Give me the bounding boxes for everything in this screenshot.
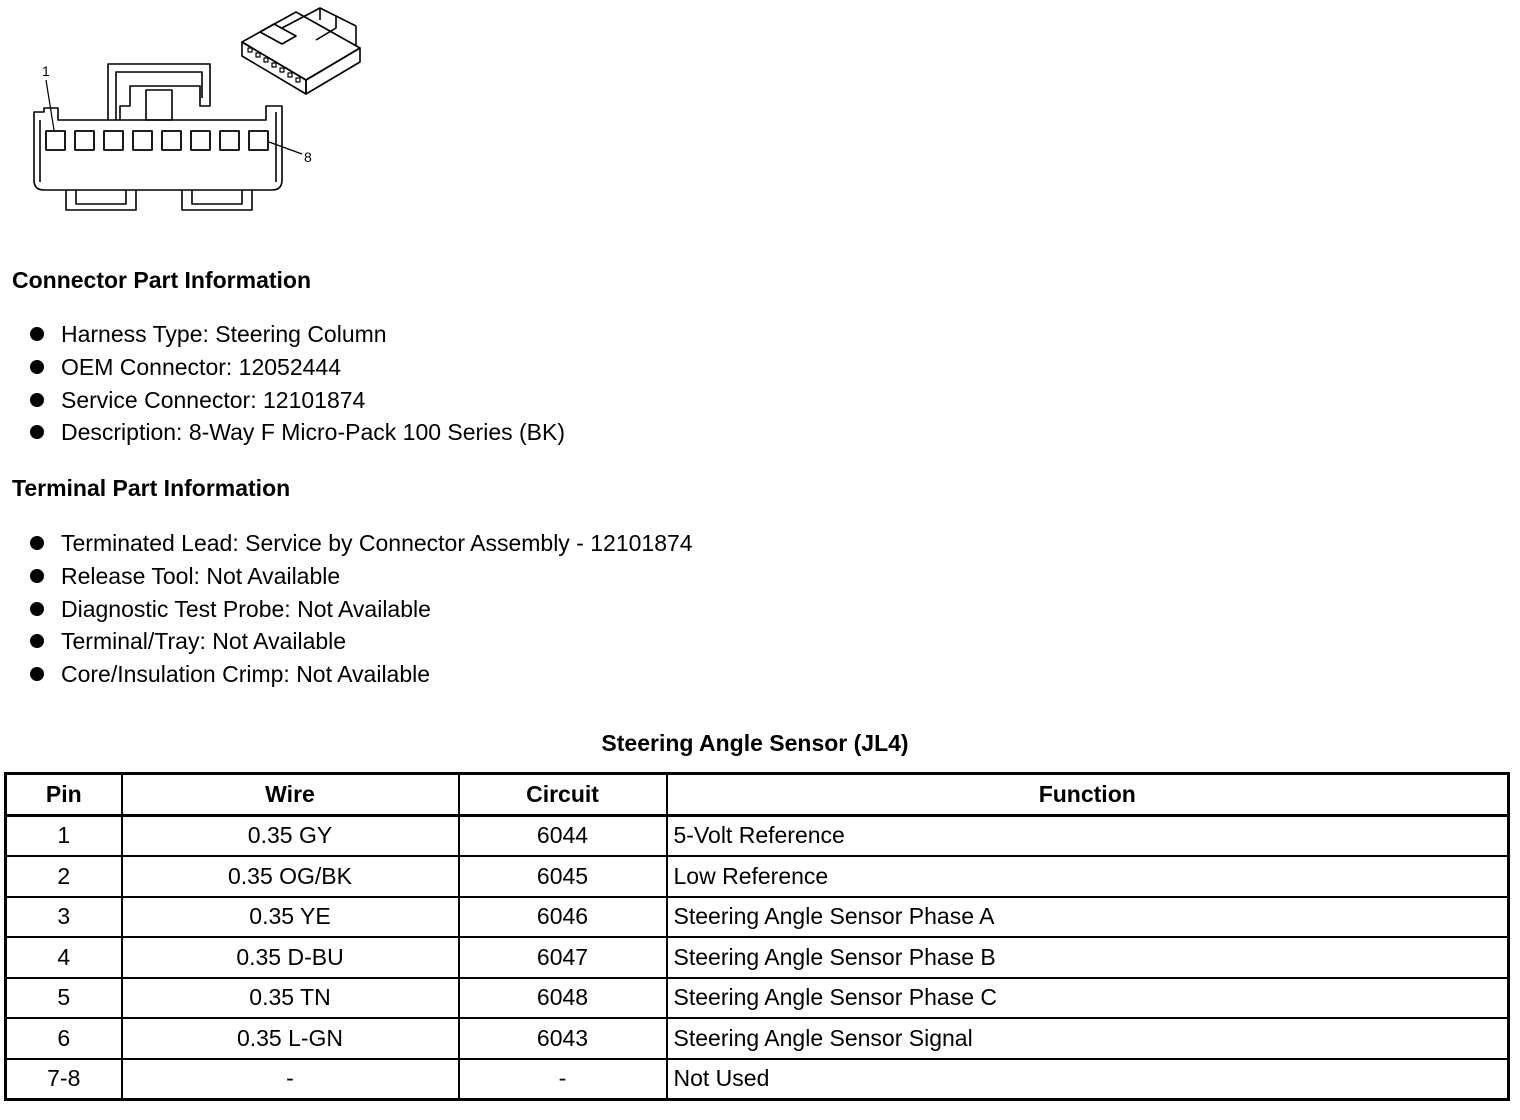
table-title: Steering Angle Sensor (JL4): [601, 730, 909, 756]
connector-iso-view: [242, 8, 360, 94]
cell-wire: 0.35 OG/BK: [122, 856, 459, 897]
cell-wire: 0.35 TN: [122, 978, 459, 1019]
cell-function: Steering Angle Sensor Phase A: [667, 897, 1509, 938]
list-item: [28, 384, 565, 417]
bullet-icon: [30, 667, 44, 681]
list-item: [28, 593, 693, 626]
list-item-text: Description: 8-Way F Micro-Pack 100 Series (BK): [61, 419, 566, 446]
cell-wire: 0.35 L-GN: [122, 1018, 459, 1059]
cell-circuit: 6044: [459, 815, 667, 856]
table-header-row: [6, 774, 1509, 816]
table-row: [6, 1059, 1509, 1100]
cell-pin: 4: [6, 937, 122, 978]
pin-cavity: [133, 131, 152, 150]
cell-circuit: 6047: [459, 937, 667, 978]
column-header-wire: Wire: [122, 774, 459, 816]
list-item: [28, 658, 693, 691]
list-item-text: Release Tool: Not Available: [61, 562, 341, 589]
cell-circuit: 6045: [459, 856, 667, 897]
table-row: [6, 937, 1509, 978]
pin-cavity: [220, 131, 239, 150]
pin-cavity: [46, 131, 65, 150]
bullet-icon: [30, 327, 44, 341]
list-item: [28, 351, 565, 384]
pin-cavity: [104, 131, 123, 150]
list-item: [28, 318, 565, 351]
bullet-icon: [30, 634, 44, 648]
list-item-text: Terminated Lead: Service by Connector Assembly - 12101874: [61, 530, 693, 556]
cell-pin: 7-8: [6, 1059, 122, 1100]
list-item-text: Diagnostic Test Probe: Not Available: [61, 595, 431, 622]
table-row: [6, 856, 1509, 897]
connector-front-view: [34, 64, 282, 210]
pin-cavity: [249, 131, 268, 150]
cell-circuit: 6043: [459, 1018, 667, 1059]
bullet-icon: [30, 360, 44, 374]
column-header-circuit: Circuit: [459, 774, 667, 816]
cell-circuit: 6048: [459, 978, 667, 1019]
connector-info-list: [28, 318, 565, 449]
cell-circuit: -: [459, 1059, 667, 1100]
cell-function: Low Reference: [667, 856, 1509, 897]
connector-diagram: [20, 0, 380, 218]
bullet-icon: [30, 569, 44, 583]
pin-cavity: [191, 131, 210, 150]
cell-pin: 3: [6, 897, 122, 938]
cell-function: Not Used: [667, 1059, 1509, 1100]
cell-circuit: 6046: [459, 897, 667, 938]
connector-info-heading: Connector Part Information: [12, 267, 312, 293]
pin-cavity: [75, 131, 94, 150]
table-row: [6, 978, 1509, 1019]
column-header-function: Function: [667, 774, 1509, 816]
cell-pin: 1: [6, 815, 122, 856]
cell-pin: 2: [6, 856, 122, 897]
cell-wire: 0.35 YE: [122, 897, 459, 938]
cell-wire: 0.35 GY: [122, 815, 459, 856]
cell-function: Steering Angle Sensor Phase C: [667, 978, 1509, 1019]
bullet-icon: [30, 425, 44, 439]
cell-function: Steering Angle Sensor Signal: [667, 1018, 1509, 1059]
list-item-text: Terminal/Tray: Not Available: [61, 628, 347, 655]
cell-pin: 6: [6, 1018, 122, 1059]
list-item-text: OEM Connector: 12052444: [61, 353, 342, 380]
bullet-icon: [30, 536, 44, 550]
pin-cavity: [162, 131, 181, 150]
list-item: [28, 527, 693, 560]
column-header-pin: Pin: [6, 774, 122, 816]
cell-function: 5-Volt Reference: [667, 815, 1509, 856]
list-item-text: Service Connector: 12101874: [61, 386, 366, 413]
table-row: [6, 815, 1509, 856]
list-item: [28, 625, 693, 658]
list-item: [28, 416, 565, 449]
bullet-icon: [30, 602, 44, 616]
list-item-text: Harness Type: Steering Column: [61, 321, 387, 347]
cell-function: Steering Angle Sensor Phase B: [667, 937, 1509, 978]
cell-pin: 5: [6, 978, 122, 1019]
table-row: [6, 1018, 1509, 1059]
pinout-table: [4, 772, 1510, 1101]
pin-cavities: [46, 131, 268, 150]
list-item-text: Core/Insulation Crimp: Not Available: [61, 661, 431, 688]
table-row: [6, 897, 1509, 938]
cell-wire: 0.35 D-BU: [122, 937, 459, 978]
cell-wire: -: [122, 1059, 459, 1100]
pin-8-label: 8: [304, 149, 312, 165]
pin-1-label: 1: [42, 63, 50, 79]
bullet-icon: [30, 393, 44, 407]
terminal-info-list: [28, 527, 693, 691]
terminal-info-heading: Terminal Part Information: [12, 475, 291, 501]
list-item: [28, 560, 693, 593]
